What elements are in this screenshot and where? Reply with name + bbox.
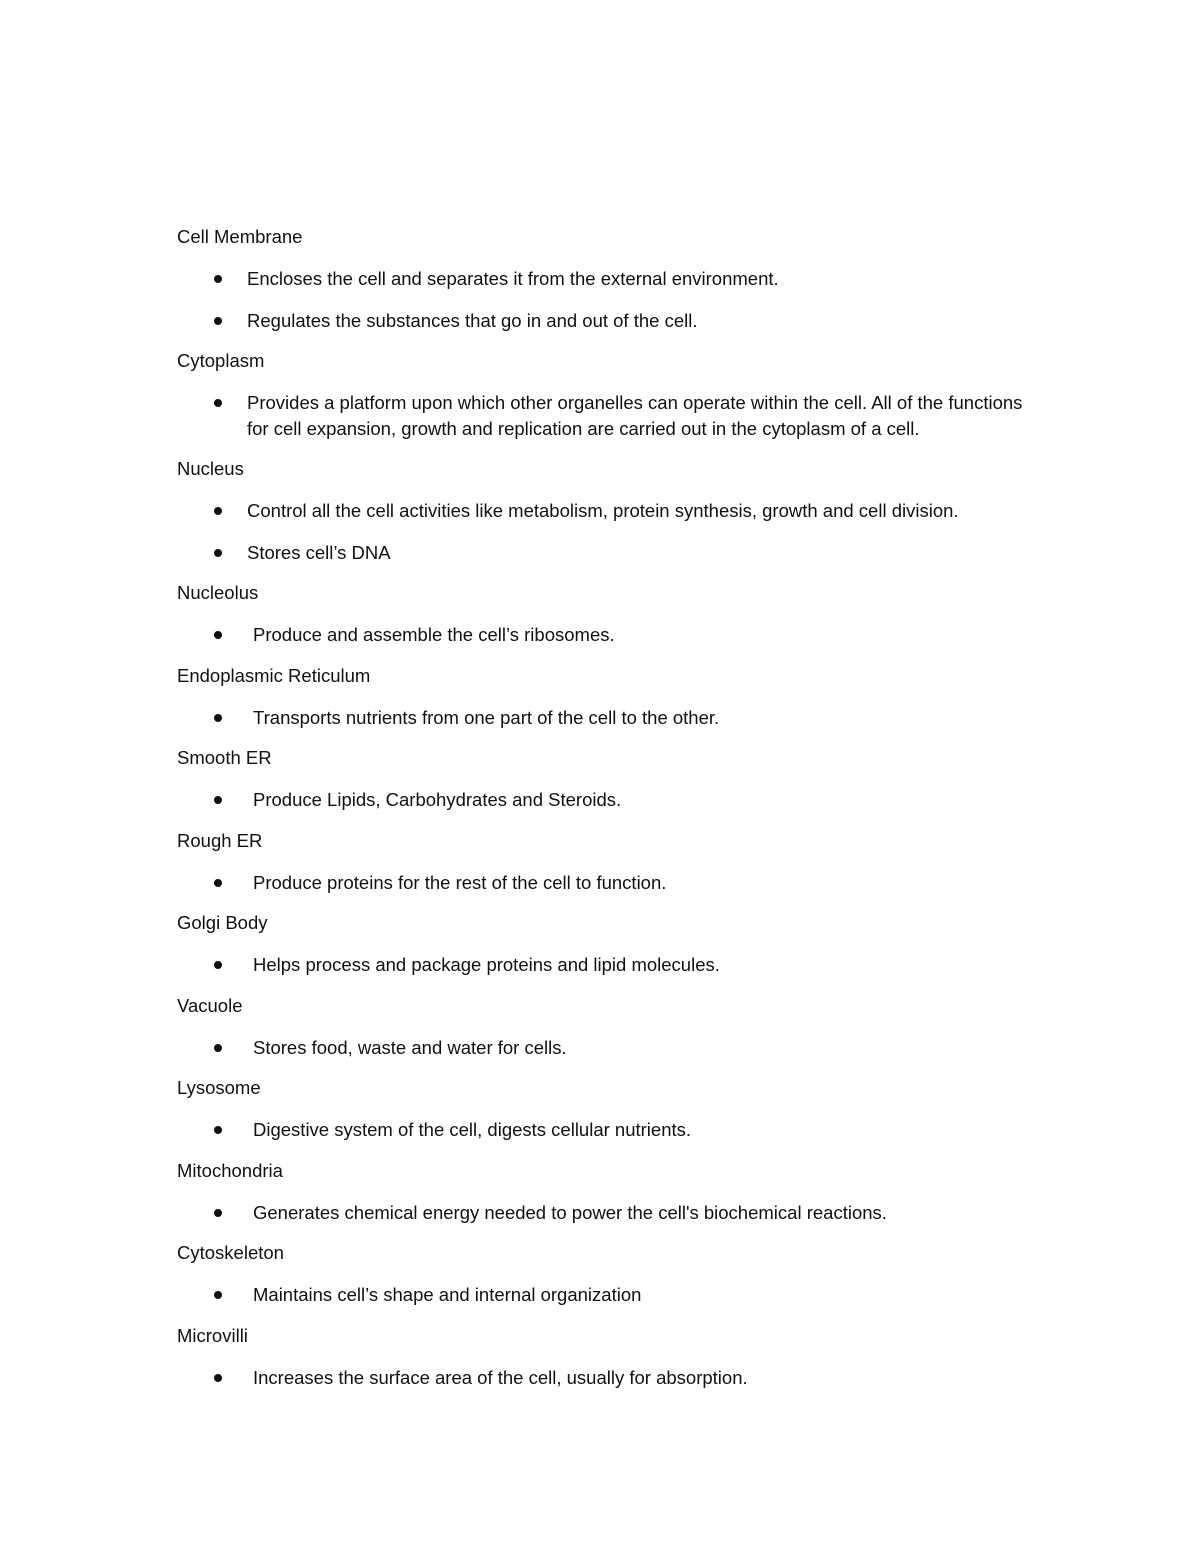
bullet-text: Provides a platform upon which other organelles can operate within the cell. All of the functions for cell expansion, growth and replication are carried out in the cytoplasm of a cell.: [247, 392, 1023, 439]
bullet-icon: [214, 549, 222, 557]
section-heading: Cytoskeleton: [177, 1242, 284, 1263]
bullet-text: Generates chemical energy needed to power the cell's biochemical reactions.: [253, 1201, 887, 1223]
bullet-icon: [214, 1209, 222, 1217]
bullet-icon: [214, 1044, 222, 1052]
section-cytoplasm: [177, 349, 1037, 441]
section-heading: Golgi Body: [177, 912, 268, 933]
section-microvilli: [177, 1324, 1037, 1391]
section-heading: Vacuole: [177, 994, 243, 1016]
section-heading: Mitochondria: [177, 1159, 283, 1181]
list-item: [177, 266, 1037, 292]
list-item: [177, 1282, 1037, 1308]
bullet-list: [177, 1117, 1037, 1143]
bullet-icon: [214, 879, 222, 887]
section-mitochondria: [177, 1159, 1037, 1226]
bullet-icon: [214, 1291, 222, 1299]
list-item: [177, 787, 1037, 813]
bullet-icon: [214, 275, 222, 283]
bullet-icon: [214, 507, 222, 515]
bullet-text: Stores cell’s DNA: [247, 541, 391, 563]
section-heading: Rough ER: [177, 829, 263, 851]
section-cell-membrane: [177, 225, 1037, 333]
bullet-text: Stores food, waste and water for cells.: [253, 1036, 567, 1058]
list-item: [177, 308, 1037, 334]
section-lysosome: [177, 1076, 1037, 1143]
bullet-text: Helps process and package proteins and lipid molecules.: [253, 954, 720, 975]
list-item: [177, 705, 1037, 731]
bullet-list: [177, 266, 1037, 333]
bullet-icon: [214, 796, 222, 804]
section-heading: Nucleus: [177, 458, 244, 479]
list-item: [177, 1117, 1037, 1143]
bullet-list: [177, 952, 1037, 978]
bullet-text: Digestive system of the cell, digests cellular nutrients.: [253, 1119, 692, 1140]
section-vacuole: [177, 994, 1037, 1061]
bullet-icon: [214, 1126, 222, 1134]
list-item: [177, 498, 1037, 524]
section-smooth-er: [177, 746, 1037, 813]
bullet-list: [177, 1035, 1037, 1061]
bullet-text: Produce Lipids, Carbohydrates and Steroids.: [253, 789, 622, 810]
bullet-list: [177, 1200, 1037, 1226]
bullet-icon: [214, 399, 222, 407]
bullet-text: Regulates the substances that go in and out of the cell.: [247, 309, 698, 331]
section-heading: Cell Membrane: [177, 226, 303, 247]
section-nucleolus: [177, 581, 1037, 648]
bullet-text: Increases the surface area of the cell, usually for absorption.: [253, 1366, 748, 1388]
bullet-list: [177, 1282, 1037, 1308]
section-rough-er: [177, 829, 1037, 896]
bullet-icon: [214, 631, 222, 639]
section-heading: Endoplasmic Reticulum: [177, 664, 371, 686]
bullet-text: Encloses the cell and separates it from the external environment.: [247, 268, 779, 289]
bullet-icon: [214, 317, 222, 325]
bullet-text: Produce and assemble the cell’s ribosomes.: [253, 624, 615, 645]
document-body: [177, 225, 1037, 1406]
list-item: [177, 952, 1037, 978]
bullet-text: Maintains cell’s shape and internal organization: [253, 1284, 642, 1305]
list-item: [177, 622, 1037, 648]
bullet-text: Control all the cell activities like metabolism, protein synthesis, growth and cell division.: [247, 500, 959, 521]
list-item: [177, 390, 1037, 441]
bullet-list: [177, 498, 1037, 565]
bullet-list: [177, 787, 1037, 813]
bullet-list: [177, 870, 1037, 896]
list-item: [177, 1365, 1037, 1391]
bullet-list: [177, 622, 1037, 648]
bullet-list: [177, 390, 1037, 441]
section-heading: Cytoplasm: [177, 350, 265, 371]
section-endoplasmic-reticulum: [177, 664, 1037, 731]
bullet-text: Produce proteins for the rest of the cell to function.: [253, 871, 667, 893]
section-heading: Nucleolus: [177, 582, 259, 603]
bullet-text: Transports nutrients from one part of the cell to the other.: [253, 706, 720, 728]
section-heading: Smooth ER: [177, 747, 272, 768]
bullet-icon: [214, 1374, 222, 1382]
bullet-list: [177, 705, 1037, 731]
bullet-list: [177, 1365, 1037, 1391]
list-item: [177, 1035, 1037, 1061]
list-item: [177, 870, 1037, 896]
bullet-icon: [214, 961, 222, 969]
section-cytoskeleton: [177, 1241, 1037, 1308]
section-golgi-body: [177, 911, 1037, 978]
section-heading: Lysosome: [177, 1077, 261, 1098]
list-item: [177, 1200, 1037, 1226]
bullet-icon: [214, 714, 222, 722]
section-heading: Microvilli: [177, 1324, 248, 1346]
section-nucleus: [177, 457, 1037, 565]
list-item: [177, 540, 1037, 566]
